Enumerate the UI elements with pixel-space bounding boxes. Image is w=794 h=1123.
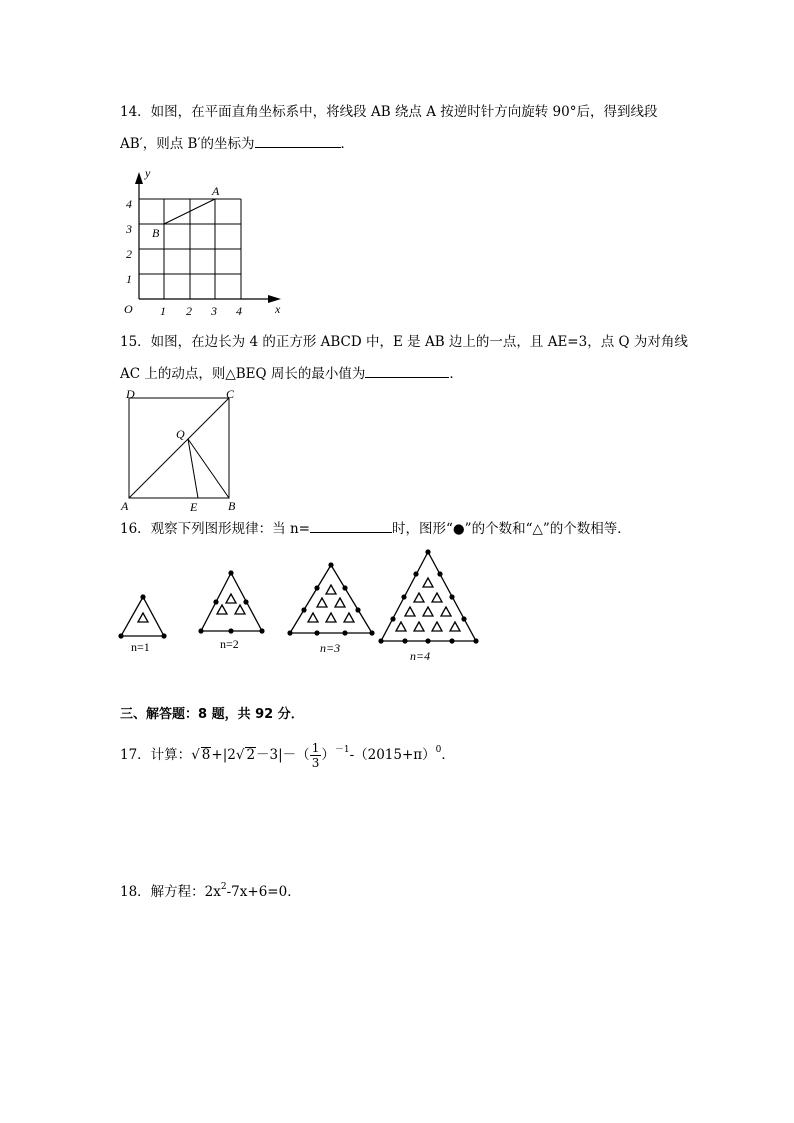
q14-origin-label: O: [124, 302, 133, 316]
q16-dot: [314, 585, 319, 590]
q17-mid: -（2015+π）: [349, 747, 436, 763]
q16-dot: [228, 628, 233, 633]
q17-end: ．: [441, 747, 455, 763]
q16-dot: [301, 607, 306, 612]
q16-label-n2: n=2: [220, 637, 239, 651]
q15-line1: 15．如图，在边长为 4 的正方形 ABCD 中，E 是 AB 边上的一点，且 AE=3，点 Q 为对角线: [120, 334, 688, 350]
q17-sqrt-sign-2: √: [235, 747, 245, 763]
q16-small-triangle: [326, 613, 336, 622]
q16-dot: [243, 599, 248, 604]
q16-dot: [213, 599, 218, 604]
q15-label-C: C: [226, 387, 235, 401]
q14-line1: 14．如图，在平面直角坐标系中，将线段 AB 绕点 A 按逆时针方向旋转 90°后，得到线段: [120, 104, 658, 120]
q16-small-triangle: [423, 607, 433, 616]
q16-label-n4: n=4: [410, 649, 431, 663]
q14-point-A-label: A: [212, 184, 220, 198]
q16-label-n1: n=1: [131, 640, 150, 654]
q17-sqrt-sign-1: √: [191, 747, 200, 763]
q16-text-prefix: 16．观察下列图形规律：当 n=: [120, 521, 310, 537]
q16-dot: [118, 633, 123, 638]
q16-small-triangle: [235, 605, 245, 614]
q16-small-triangle: [414, 622, 424, 631]
q17-paren-close: ）: [321, 747, 335, 763]
q16-dot: [342, 585, 347, 590]
q15-label-E: E: [190, 500, 198, 514]
q16-small-triangle: [226, 594, 236, 603]
q16-dot: [413, 571, 418, 576]
q17-line: [120, 740, 455, 770]
q16-small-triangle: [405, 607, 415, 616]
q14-x-tick-4: 4: [236, 304, 242, 318]
q18-exp: 2: [220, 882, 227, 892]
q16-small-triangle: [317, 598, 327, 607]
q16-triangle-n1: [121, 597, 164, 636]
q16-dot: [449, 638, 454, 643]
q17-sqrt-2: 2: [246, 747, 256, 763]
q16-triangle-n4: [381, 552, 476, 641]
q16-dot: [228, 570, 233, 575]
q16-dot: [342, 630, 347, 635]
q15-line2-text: AC 上的动点，则△BEQ 周长的最小值为: [120, 366, 366, 382]
q14-y-tick-4: 4: [126, 197, 132, 211]
q14-x-tick-2: 2: [186, 304, 192, 318]
q16-small-triangle: [396, 622, 406, 631]
q16-dot: [198, 628, 203, 633]
q16-dot: [401, 594, 406, 599]
q16-dot: [161, 633, 166, 638]
q14-line2-text: AB′，则点 B′的坐标为: [120, 136, 255, 152]
q15-label-A: A: [121, 499, 129, 513]
q16-small-triangle: [414, 593, 424, 602]
section-3-heading: 三、解答题：8 题，共 92 分．: [120, 707, 304, 722]
q16-dot: [140, 594, 145, 599]
q16-small-triangle: [138, 613, 148, 622]
q14-y-label: y: [145, 166, 151, 180]
q17-exp-neg1: －1: [334, 745, 350, 755]
q16-text-suffix: 时，图形“●”的个数和“△”的个数相等．: [391, 521, 631, 537]
q15-label-Q: Q: [176, 427, 185, 441]
q16-dot: [259, 628, 264, 633]
q16-dot: [390, 616, 395, 621]
q16-triangle-n3: [290, 565, 372, 633]
q16-small-triangle: [326, 585, 336, 594]
q16-dot: [461, 616, 466, 621]
q16-dot: [328, 562, 333, 567]
q16-dot: [314, 630, 319, 635]
q14-x-label: x: [275, 302, 281, 316]
q16-triangle-n2: [201, 573, 262, 631]
q16-small-triangle: [217, 605, 227, 614]
q17-prefix: 17．计算：: [120, 747, 192, 763]
q14-point-B-label: B: [152, 226, 160, 240]
q16-small-triangle: [308, 613, 318, 622]
q16-dot: [425, 549, 430, 554]
q14-y-tick-1: 1: [126, 272, 132, 286]
q14-y-tick-2: 2: [126, 247, 132, 261]
q14-x-tick-3: 3: [211, 304, 217, 318]
q17-exp-0: 0: [435, 745, 442, 755]
q16-dot: [378, 638, 383, 643]
q18-line: [120, 878, 301, 901]
q14-line2-end: ．: [340, 136, 355, 152]
q14-x-tick-1: 1: [160, 304, 166, 318]
q16-small-triangle: [335, 598, 345, 607]
q16-dot: [449, 594, 454, 599]
q16-dot: [287, 630, 292, 635]
q16-small-triangle: [423, 578, 433, 587]
q17-frac-den: 3: [311, 756, 320, 770]
q16-small-triangle: [432, 593, 442, 602]
q16-small-triangle: [344, 613, 354, 622]
q16-dot: [369, 630, 374, 635]
q14-y-tick-3: 3: [126, 222, 132, 236]
q18-prefix: 18．解方程：2x: [120, 884, 221, 900]
q16-dot: [355, 607, 360, 612]
q17-abs-close: －3|－（: [256, 747, 310, 763]
q16-label-n3: n=3: [320, 641, 341, 655]
q15-label-B: B: [228, 499, 236, 513]
q16-dot: [437, 571, 442, 576]
q16-dot: [402, 638, 407, 643]
q15-label-D: D: [126, 387, 135, 401]
q17-frac-num: 1: [311, 741, 320, 755]
q16-small-triangle: [450, 622, 460, 631]
q16-dot: [473, 638, 478, 643]
q15-line2-end: ．: [449, 366, 463, 382]
q17-sqrt-8: 8: [201, 747, 211, 763]
q17-fraction: [310, 741, 322, 770]
q18-suffix: -7x+6=0．: [226, 884, 301, 900]
q16-small-triangle: [441, 607, 451, 616]
q17-abs-open: +|2: [211, 747, 236, 763]
q16-small-triangle: [432, 622, 442, 631]
q16-dot: [425, 638, 430, 643]
